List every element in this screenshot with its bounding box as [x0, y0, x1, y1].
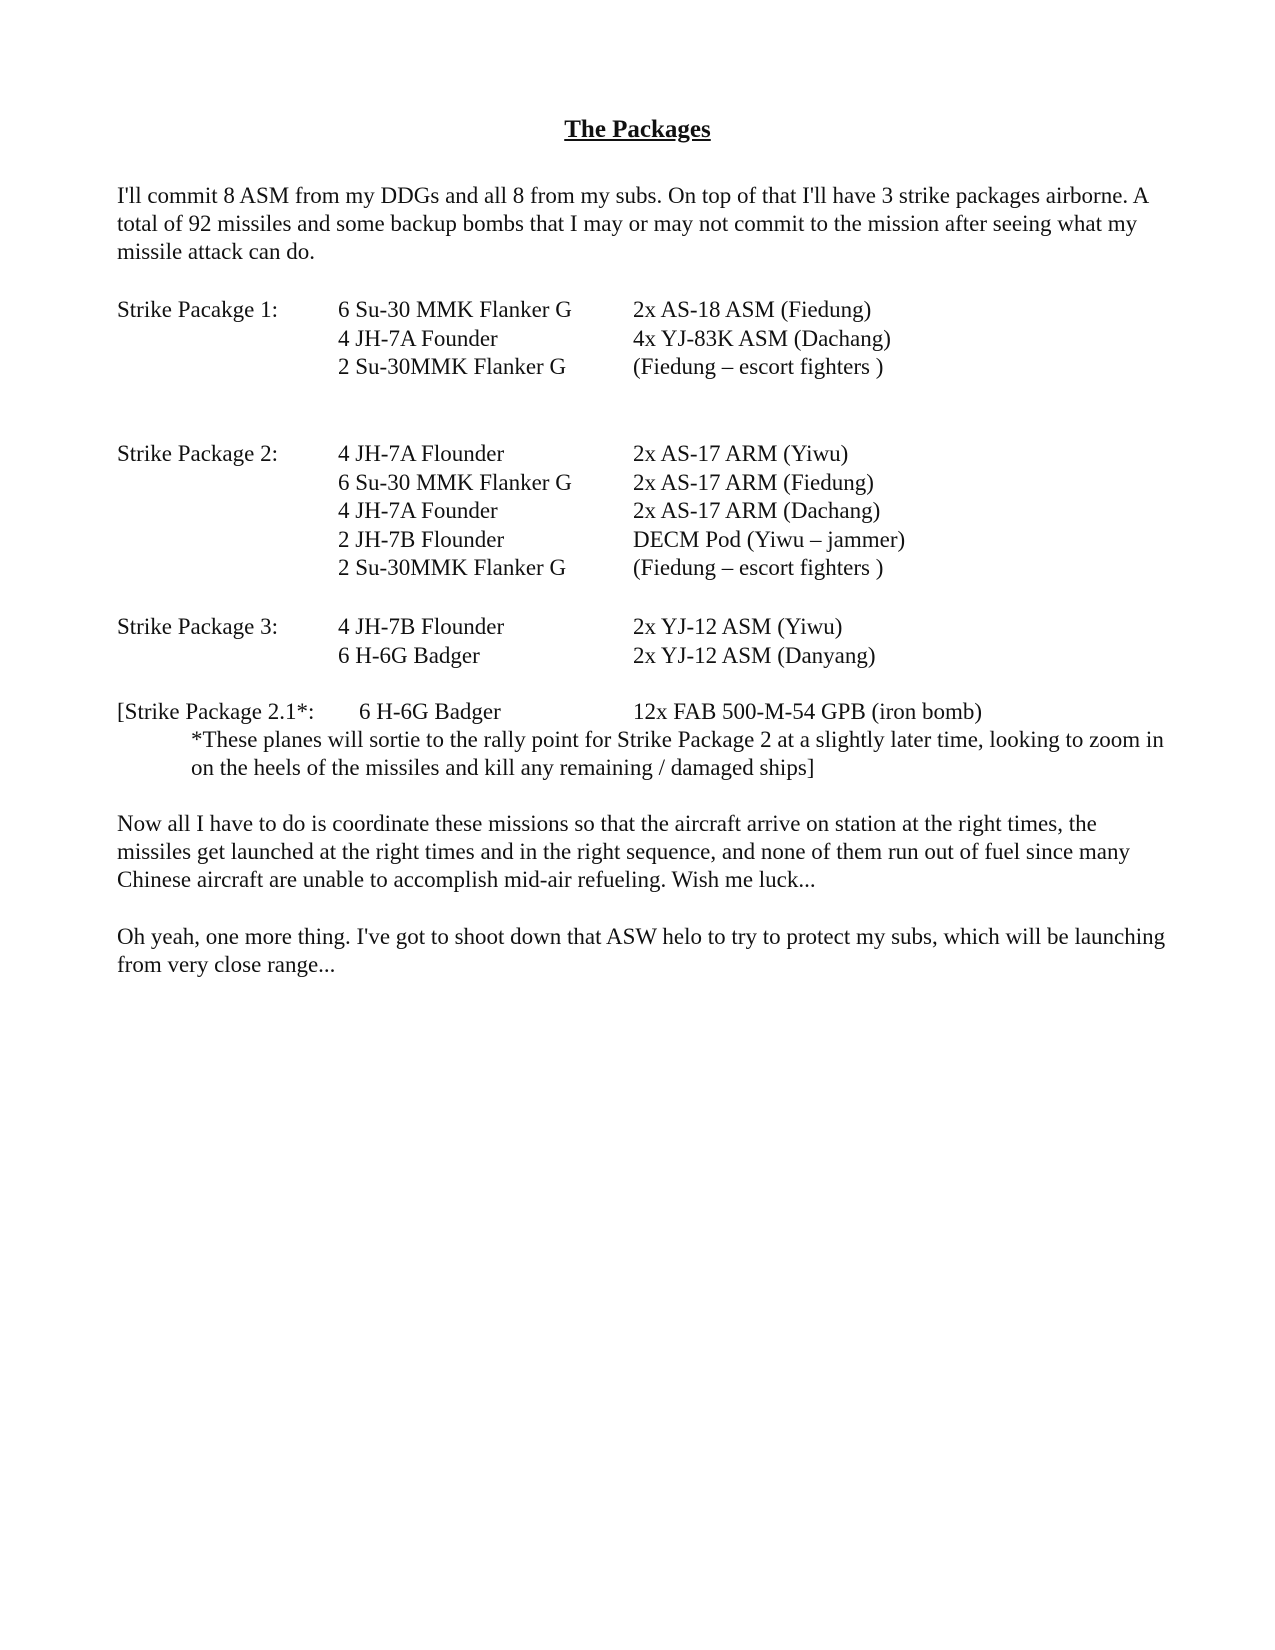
package-row — [117, 353, 1167, 382]
weapons-entry: (Fiedung – escort fighters ) — [633, 354, 884, 379]
weapons-entry: 2x YJ-12 ASM (Danyang) — [633, 642, 876, 668]
aircraft-entry: 6 H-6G Badger — [338, 642, 480, 668]
weapons-entry: 2x YJ-12 ASM (Yiwu) — [633, 614, 843, 639]
strike-package-2-1 — [117, 698, 1177, 782]
package-row — [117, 526, 1167, 555]
package-note: *These planes will sortie to the rally point for Strike Package 2 at a slightly later time, looking to zoom in on the heels of the missiles and kill any remaining / damaged ships] — [191, 727, 1164, 780]
package-label: [Strike Package 2.1*: — [117, 699, 315, 724]
package-row — [117, 469, 1167, 498]
strike-package-2 — [117, 440, 1167, 583]
weapons-entry: 2x AS-17 ARM (Dachang) — [633, 498, 881, 523]
package-row — [117, 325, 1167, 354]
aircraft-entry: 2 Su-30MMK Flanker G — [338, 354, 567, 379]
weapons-entry: (Fiedung – escort fighters ) — [633, 555, 884, 580]
weapons-entry: 12x FAB 500-M-54 GPB (iron bomb) — [633, 699, 983, 724]
package-row — [117, 497, 1167, 526]
aircraft-entry: 4 JH-7B Flounder — [338, 614, 505, 639]
aircraft-entry: 4 JH-7A Flounder — [338, 441, 505, 466]
package-row — [117, 642, 1167, 671]
package-row — [117, 698, 1177, 726]
package-row — [117, 296, 1167, 325]
weapons-entry: 4x YJ-83K ASM (Dachang) — [633, 325, 891, 351]
asw-paragraph: Oh yeah, one more thing. I've got to shoot down that ASW helo to try to protect my subs, which will be launching from very close range... — [117, 924, 1166, 977]
weapons-entry: 2x AS-17 ARM (Yiwu) — [633, 441, 849, 466]
coordination-paragraph: Now all I have to do is coordinate these missions so that the aircraft arrive on station at the right times, the missiles get launched at the right times and in the right sequence, and none of them run out of fuel since many Chinese aircraft are unable to accomplish mid-air refueling. Wish me luck... — [117, 811, 1131, 892]
package-row — [117, 613, 1167, 642]
package-label: Strike Pacakge 1: — [117, 297, 278, 322]
package-row — [117, 554, 1167, 583]
aircraft-entry: 4 JH-7A Founder — [338, 325, 498, 351]
aircraft-entry: 6 Su-30 MMK Flanker G — [338, 469, 572, 495]
aircraft-entry: 6 Su-30 MMK Flanker G — [338, 297, 572, 322]
weapons-entry: 2x AS-17 ARM (Fiedung) — [633, 469, 874, 495]
package-label: Strike Package 2: — [117, 441, 278, 466]
aircraft-entry: 2 JH-7B Flounder — [338, 526, 505, 552]
weapons-entry: 2x AS-18 ASM (Fiedung) — [633, 297, 872, 322]
strike-package-1 — [117, 296, 1167, 382]
weapons-entry: DECM Pod (Yiwu – jammer) — [633, 526, 906, 552]
package-row — [117, 440, 1167, 469]
intro-paragraph: I'll commit 8 ASM from my DDGs and all 8 from my subs. On top of that I'll have 3 strike packages airborne. A total of 92 missiles and some backup bombs that I may or may not commit to the mission after seeing what my missile attack can do. — [117, 183, 1148, 264]
page-title: The Packages — [564, 116, 711, 143]
package-label: Strike Package 3: — [117, 614, 278, 639]
aircraft-entry: 6 H-6G Badger — [359, 699, 501, 724]
aircraft-entry: 2 Su-30MMK Flanker G — [338, 555, 567, 580]
aircraft-entry: 4 JH-7A Founder — [338, 498, 498, 523]
strike-package-3 — [117, 613, 1167, 670]
